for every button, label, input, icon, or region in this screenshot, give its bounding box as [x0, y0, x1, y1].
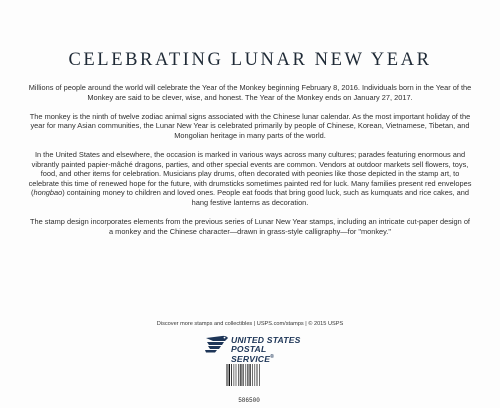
barcode-bar [247, 364, 248, 386]
barcode-bar [227, 364, 228, 386]
usps-line1: UNITED STATES [231, 335, 301, 345]
barcode-bar [255, 364, 256, 386]
paragraph-celebrations-part1: In the United States and elsewhere, the occasion is marked in various ways across many cultures; parades featuring enormous and vibrantly painted papier-mâché dragons, parties, and other special events are common. Vendors at outdoor markets sell flowers, toys, food, and other items for celebration. Musicians play drums, often decorated with peonies like those depicted in the stamp art, to celebrate this time of renewed hope for the future, with drumsticks sometimes painted red for luck. Many families present red envelopes ( [28, 149, 472, 198]
barcode-bar [231, 364, 232, 386]
trademark-symbol: ® [270, 354, 275, 361]
barcode-bar [229, 364, 230, 386]
paragraph-celebrations [28, 150, 472, 208]
product-barcode [226, 364, 272, 386]
barcode-bar [243, 364, 244, 386]
page-title: CELEBRATING LUNAR NEW YEAR [68, 50, 432, 70]
usps-logo [205, 333, 305, 365]
barcode-bar [246, 364, 247, 386]
barcode-bar [234, 364, 235, 386]
barcode-bar [259, 364, 260, 386]
paragraph-celebrations-part2: ) containing money to children and loved ones. People eat foods that bring good luck, such as kumquats and rice cakes, and hang festive lanterns as decoration. [62, 188, 469, 207]
barcode-bar [236, 364, 237, 386]
barcode-bar [257, 364, 258, 386]
paragraph-zodiac: The monkey is the ninth of twelve zodiac animal signs associated with the Chinese lunar calendar. As the most important holiday of the year for many Asian communities, the Lunar New Year is celebrated primarily by people of Chinese, Korean, Vietnamese, Tibetan, and Mongolian heritage in many parts of the world. [29, 111, 471, 140]
hongbao-term: hongbao [33, 188, 63, 198]
paragraph-intro: Millions of people around the world will celebrate the Year of the Monkey beginning February 8, 2016. Individuals born in the Year of the Monkey are said to be clever, wise, and honest. The Year of the Monkey ends on January 27, 2017. [28, 83, 472, 102]
barcode-bar [252, 364, 253, 386]
article-body [28, 83, 472, 246]
usps-line2: POSTAL SERVICE [231, 343, 271, 365]
barcode-bar [240, 364, 241, 386]
usps-eagle-icon [205, 333, 229, 353]
usps-wordmark [231, 336, 305, 364]
barcode-bar [250, 364, 251, 386]
footer-links: Discover more stamps and collectibles | USPS.com/stamps | © 2015 USPS [156, 321, 344, 327]
barcode-bar [238, 364, 239, 386]
paragraph-stamp-design: The stamp design incorporates elements from the previous series of Lunar New Year stamps, including an intricate cut-paper design of a monkey and the Chinese character—drawn in grass-style calligraphy—for "monkey." [30, 217, 470, 236]
barcode-number: 586500 [238, 397, 260, 404]
